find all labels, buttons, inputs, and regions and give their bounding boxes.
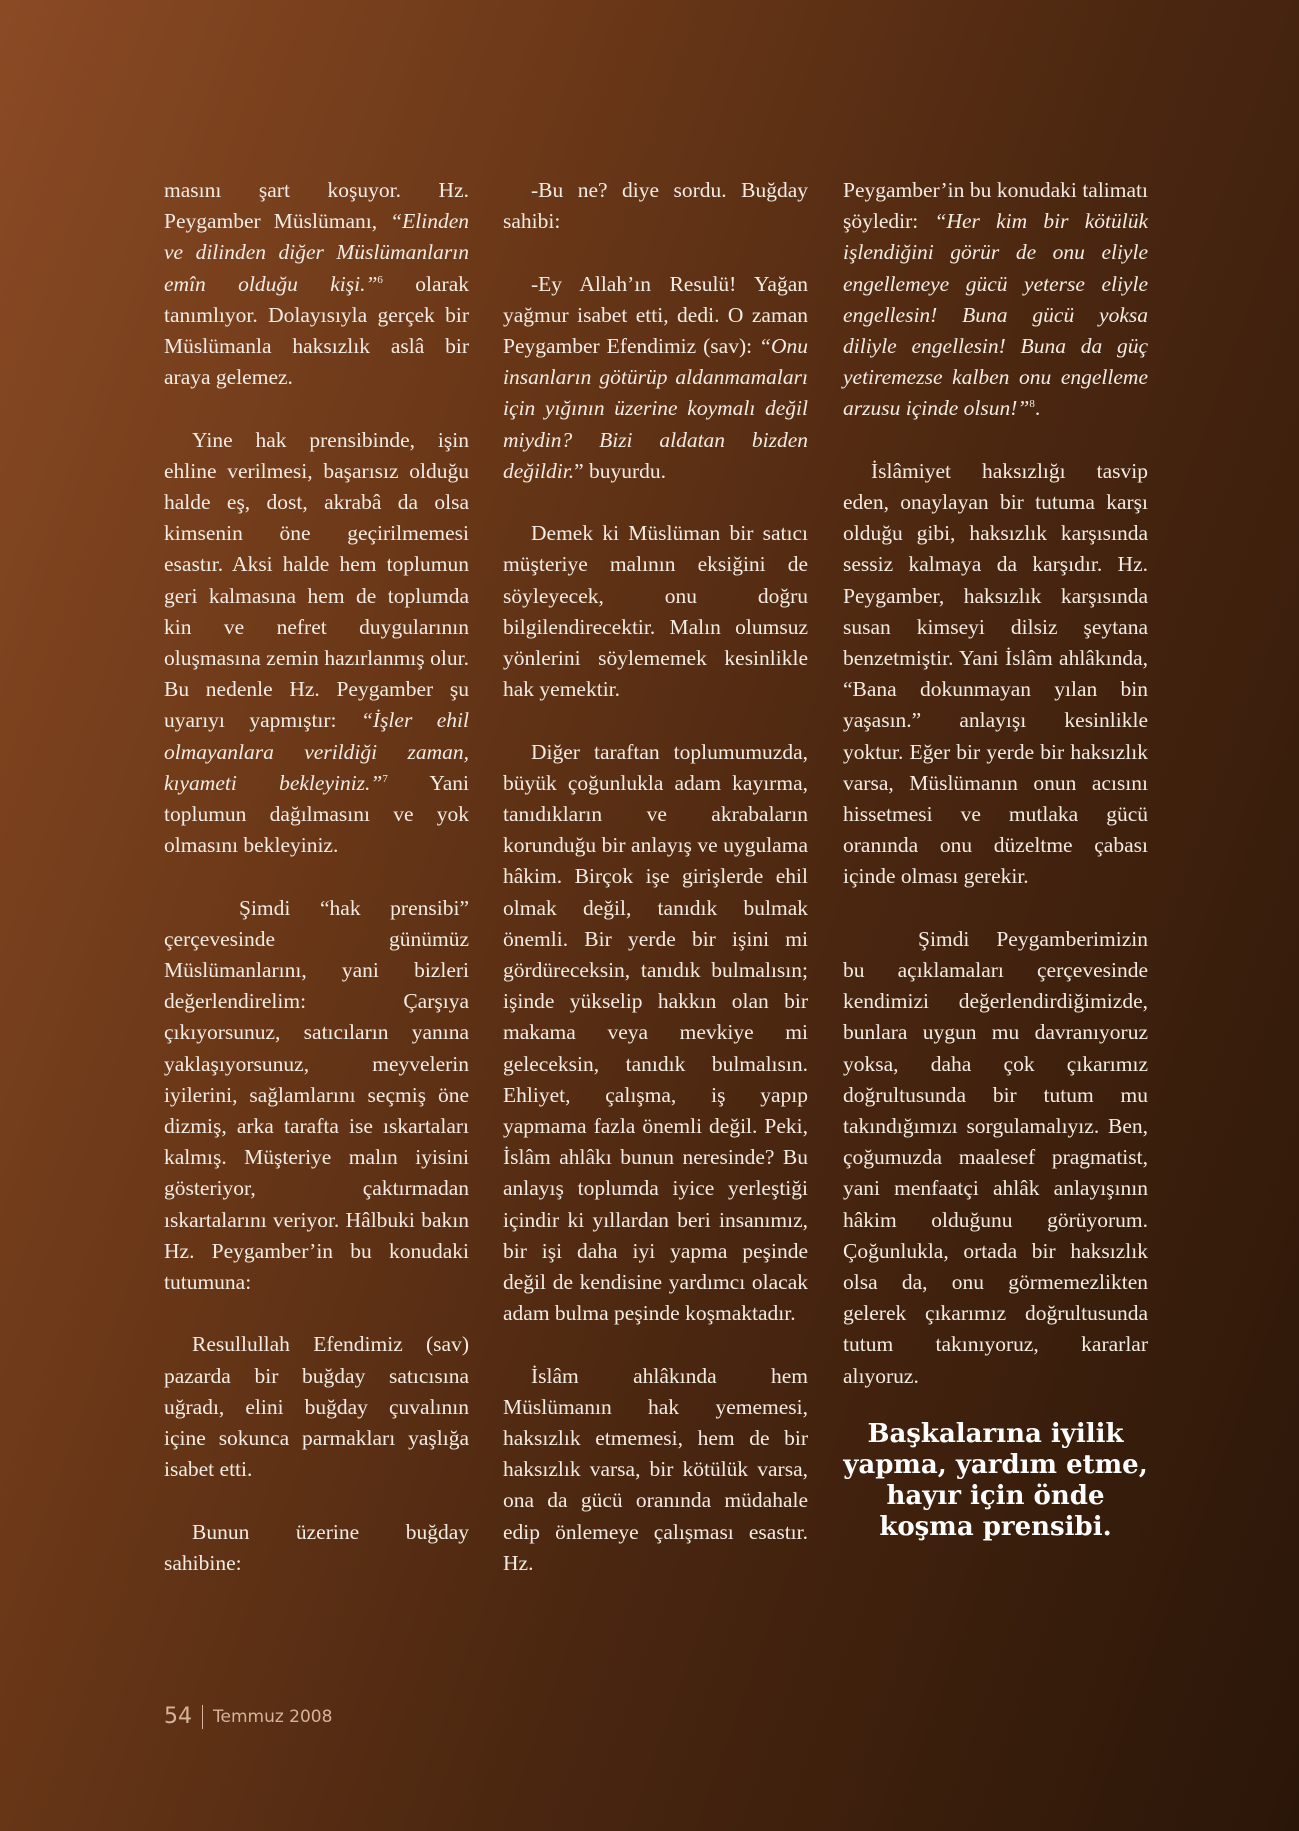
text-run: Peygamber’in bu konudaki talimatı şöyledir:	[843, 178, 1148, 234]
paragraph	[164, 425, 469, 862]
paragraph	[843, 175, 1148, 425]
paragraph	[503, 269, 808, 487]
pull-quote: Başkalarına iyilik yapma, yardım etme, hayır için önde koşma prensibi.	[843, 1419, 1148, 1543]
footer-divider	[202, 1705, 203, 1729]
paragraph: İslâm ahlâkında hem Müslümanın hak yememesi, haksızlık etmemesi, hem de bir haksızlık varsa, bir kötülük varsa, ona da gücü oranında müdahale edip önlemeye çalışması esastır. Hz.	[503, 1363, 808, 1575]
paragraph	[164, 175, 469, 393]
text-run: Yani toplumun dağılmasını ve yok olmasını bekleyiniz.	[164, 770, 469, 858]
paragraph: Şimdi Peygamberimizin bu açıklamaları çerçevesinde kendimizi değerlendirdiğimizde, bunlara uygun mu davranıyoruz yoksa, daha çok çıkarımız doğrultusunda bir tutum mu takındığımızı sorgulamalıyız. Ben, çoğumuzda maalesef pragmatist, yani menfaatçi ahlâk anlayışının hâkim olduğunu görüyorum. Çoğunlukla, ortada bir haksızlık olsa da, onu görmemezlikten gelerek çıkarımız doğrultusunda tutum takınıyoruz, kararlar alıyoruz.	[843, 926, 1148, 1388]
text-run: Yine hak prensibinde, işin ehline verilmesi, başarısız olduğu halde eş, dost, akrabâ da olsa kimsenin öne geçirilmemesi esastır. Aksi halde hem toplumun geri kalmasına hem de toplumda kin ve nefret duygularının oluşmasına zemin hazırlanmış olur. Bu nedenle Hz. Peygamber şu uyarıyı yapmıştır:	[164, 427, 469, 733]
footnote-ref: 8	[1029, 398, 1035, 411]
hadith-quote: “İşler ehil olmayanlara verildiği zaman, kıyameti bekleyiniz.”	[164, 708, 469, 795]
hadith-quote: “Her kim bir kötülük işlendiğini görür de onu eliyle engellemeye gücü yeterse eliyle engellesin! Buna gücü yoksa diliyle engellesin! Buna da güç yetiremezse kalben onu engelleme arzusu içinde olsun!”	[843, 209, 1148, 421]
footnote-ref: 6	[377, 273, 383, 286]
text-column-1	[164, 175, 469, 1610]
paragraph: Demek ki Müslüman bir satıcı müşteriye malının eksiğini de söyleyecek, onu doğru bilgilendirecektir. Malın olumsuz yönlerini söylememek kesinlikle hak yemektir.	[503, 521, 808, 702]
paragraph: Bunun üzerine buğday sahibine:	[164, 1519, 469, 1575]
issue-date: Temmuz 2008	[213, 1706, 333, 1727]
paragraph: Resullullah Efendimiz (sav) pazarda bir buğday satıcısına uğradı, elini buğday çuvalının içine sokunca parmakları yaşlığa isabet etti.	[164, 1332, 469, 1482]
paragraph: -Bu ne? diye sordu. Buğday sahibi:	[503, 178, 808, 234]
paragraph: Diğer taraftan toplumumuzda, büyük çoğunlukla adam kayırma, tanıdıkların ve akrabaların korunduğu bir anlayış ve uygulama hâkim. Birçok işe girişlerde ehil olmak değil, tanıdık bulmak önemli. Bir yerde bir işini mi gördüreceksin, tanıdık bulmalısın; işinde yükselip hakkın olan bir makama veya mevkiye mi geleceksin, tanıdık bulmalısın. Ehliyet, çalışma, iş yapıp yapmama fazla önemli değil. Peki, İslâm ahlâkı bunun neresinde? Bu anlayış toplumda iyice yerleştiği içindir ki yıllardan beri insanımız, bir işi daha iyi yapma peşinde değil de kendisine yardımcı olacak adam bulma peşinde koşmaktadır.	[503, 739, 808, 1326]
text-run: .	[1034, 396, 1041, 421]
paragraph: Şimdi “hak prensibi” çerçevesinde günümüz Müslümanlarını, yani bizleri değerlendirelim: Çarşıya çıkıyorsunuz, satıcıların yanına yaklaşıyorsunuz, meyvelerin iyilerini, sağlamlarını seçmiş öne dizmiş, arka tarafta ise ıskartaları kalmış. Müşteriye malın iyisini gösteriyor, çaktırmadan ıskartalarını veriyor. Hâlbuki bakın Hz. Peygamber’in bu konudaki tutumuna:	[164, 895, 469, 1295]
footnote-ref: 7	[382, 772, 388, 785]
hadith-quote: “Onu insanların götürüp aldanmamaları için yığının üzerine koymalı değil miydin? Bizi aldatan bizden değildir.	[503, 334, 808, 483]
text-run: olarak tanımlıyor. Dolayısıyla gerçek bir Müslümanla haksızlık aslâ bir araya gelemez.	[164, 271, 469, 390]
page-footer	[164, 1704, 332, 1729]
page-number: 54	[164, 1704, 192, 1729]
hadith-quote: “Elinden ve dilinden diğer Müslümanların emîn olduğu kişi.”	[164, 209, 469, 296]
text-run: -Ey Allah’ın Resulü! Yağan yağmur isabet etti, dedi. O zaman Peygamber Efendimiz (sav):	[503, 271, 808, 358]
paragraph: İslâmiyet haksızlığı tasvip eden, onaylayan bir tutuma karşı olduğu gibi, haksızlık karşısında sessiz kalmaya da karşıdır. Hz. Peygamber, haksızlık karşısında susan kimseyi dilsiz şeytana benzetmiştir. Yani İslâm ahlâkında, “Bana dokunmayan yılan bin yaşasın.” anlayışı kesinlikle yoktur. Eğer bir yerde bir haksızlık varsa, Müslümanın onun acısını hissetmesi ve mutlaka gücü oranında onu düzeltme çabası içinde olması gerekir.	[843, 458, 1148, 889]
text-column-2	[503, 175, 808, 1610]
text-column-3	[843, 175, 1148, 1543]
text-run: ” buyurdu.	[574, 458, 667, 483]
text-run: masını şart koşuyor. Hz. Peygamber Müslümanı,	[164, 178, 469, 234]
